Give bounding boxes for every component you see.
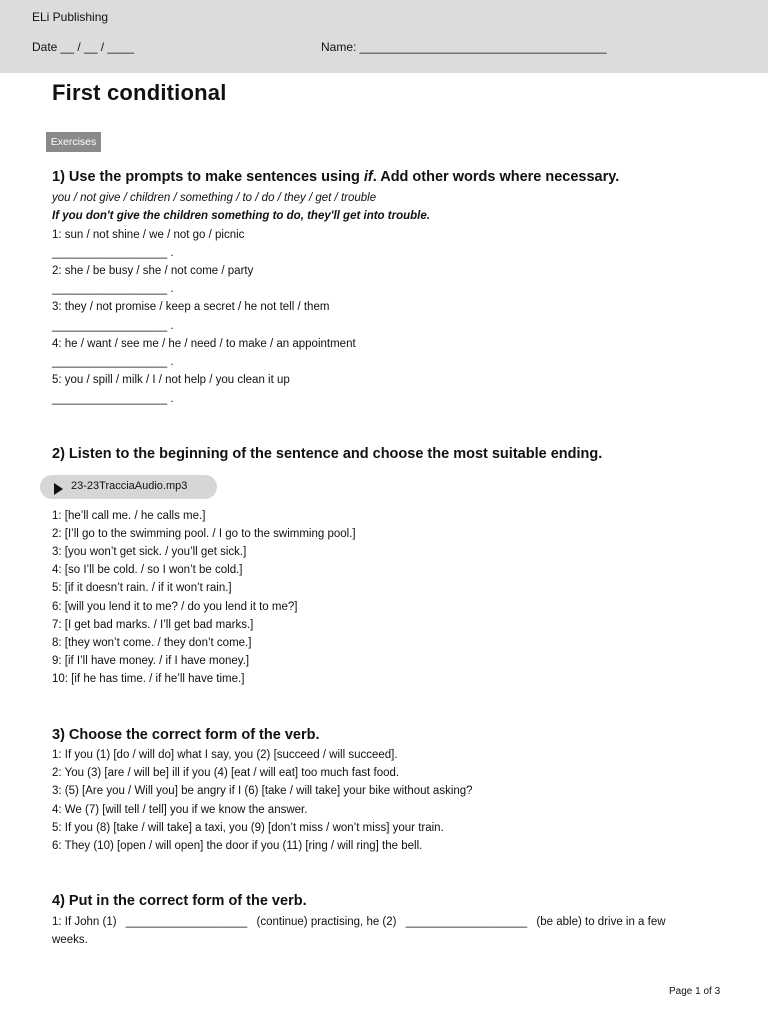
publisher-name: ELi Publishing: [32, 10, 109, 24]
q4-blank[interactable]: ___________________: [125, 916, 248, 928]
q2-item[interactable]: 6: [will you lend it to me? / do you lend it to me?]: [52, 601, 298, 613]
q4-title: 4) Put in the correct form of the verb.: [52, 893, 307, 909]
q2-item[interactable]: 3: [you won’t get sick. / you’ll get sick.]: [52, 546, 247, 558]
q1-answer-line[interactable]: __________________ .: [52, 247, 174, 259]
q2-item[interactable]: 1: [he’ll call me. / he calls me.]: [52, 510, 206, 522]
page-title: First conditional: [52, 80, 227, 105]
page-number: Page 1 of 3: [669, 986, 721, 997]
q4-item-start: 1: If John (1): [52, 916, 117, 928]
q1-title-after: . Add other words where necessary.: [372, 169, 620, 185]
play-icon: [54, 483, 63, 495]
q2-item[interactable]: 5: [if it doesn’t rain. / if it won’t rain.]: [52, 582, 232, 594]
date-field: Date __ / __ / ____: [32, 40, 135, 54]
q3-item[interactable]: 3: (5) [Are you / Will you] be angry if I (6) [take / will take] your bike without asking?: [52, 785, 473, 797]
q1-title-if: if: [363, 169, 373, 185]
q3-item[interactable]: 6: They (10) [open / will open] the door if you (11) [ring / will ring] the bell.: [52, 840, 423, 852]
name-field: Name: _____________________________________: [321, 40, 607, 54]
q4-item-end: (be able) to drive in a few: [536, 916, 666, 928]
q1-answer-line[interactable]: __________________ .: [52, 320, 174, 332]
q1-item: 2: she / be busy / she / not come / party: [52, 265, 254, 277]
q1-title: [52, 169, 619, 185]
q3-item[interactable]: 4: We (7) [will tell / tell] you if we know the answer.: [52, 804, 308, 816]
q4-item-mid: (continue) practising, he (2): [256, 916, 397, 928]
q4-blank[interactable]: ___________________: [405, 916, 528, 928]
q3-item[interactable]: 5: If you (8) [take / will take] a taxi, you (9) [don’t miss / won’t miss] your train.: [52, 822, 444, 834]
q2-title: 2) Listen to the beginning of the sentence and choose the most suitable ending.: [52, 446, 603, 462]
q1-item: 3: they / not promise / keep a secret / he not tell / them: [52, 301, 330, 313]
q1-answer-line[interactable]: __________________ .: [52, 356, 174, 368]
q1-item: 1: sun / not shine / we / not go / picnic: [52, 229, 245, 241]
q2-item[interactable]: 10: [if he has time. / if he’ll have time.]: [52, 673, 245, 685]
page-header: [0, 0, 768, 73]
q4-item-cont: weeks.: [52, 934, 88, 946]
q3-title: 3) Choose the correct form of the verb.: [52, 727, 320, 743]
q1-example-answer: If you don't give the children something to do, they'll get into trouble.: [52, 210, 430, 222]
audio-player: [40, 475, 217, 499]
q4-item: [52, 915, 666, 929]
q1-item: 5: you / spill / milk / I / not help / you clean it up: [52, 374, 290, 386]
q1-answer-line[interactable]: __________________ .: [52, 393, 174, 405]
q3-item[interactable]: 2: You (3) [are / will be] ill if you (4) [eat / will eat] too much fast food.: [52, 767, 400, 779]
play-button[interactable]: [44, 477, 66, 497]
q1-answer-line[interactable]: __________________ .: [52, 283, 174, 295]
q2-item[interactable]: 7: [I get bad marks. / I’ll get bad marks.]: [52, 619, 254, 631]
q2-item[interactable]: 8: [they won’t come. / they don’t come.]: [52, 637, 252, 649]
exercises-badge: Exercises: [46, 132, 101, 152]
q1-title-before: 1) Use the prompts to make sentences using: [52, 169, 364, 185]
q3-item[interactable]: 1: If you (1) [do / will do] what I say, you (2) [succeed / will succeed].: [52, 749, 398, 761]
audio-file-name: 23-23TracciaAudio.mp3: [71, 480, 188, 492]
q2-item[interactable]: 9: [if I’ll have money. / if I have money.]: [52, 655, 250, 667]
q1-example-prompt: you / not give / children / something / to / do / they / get / trouble: [52, 192, 377, 204]
q2-item[interactable]: 4: [so I’ll be cold. / so I won’t be cold.]: [52, 564, 243, 576]
q1-item: 4: he / want / see me / he / need / to make / an appointment: [52, 338, 356, 350]
q2-item[interactable]: 2: [I’ll go to the swimming pool. / I go to the swimming pool.]: [52, 528, 356, 540]
